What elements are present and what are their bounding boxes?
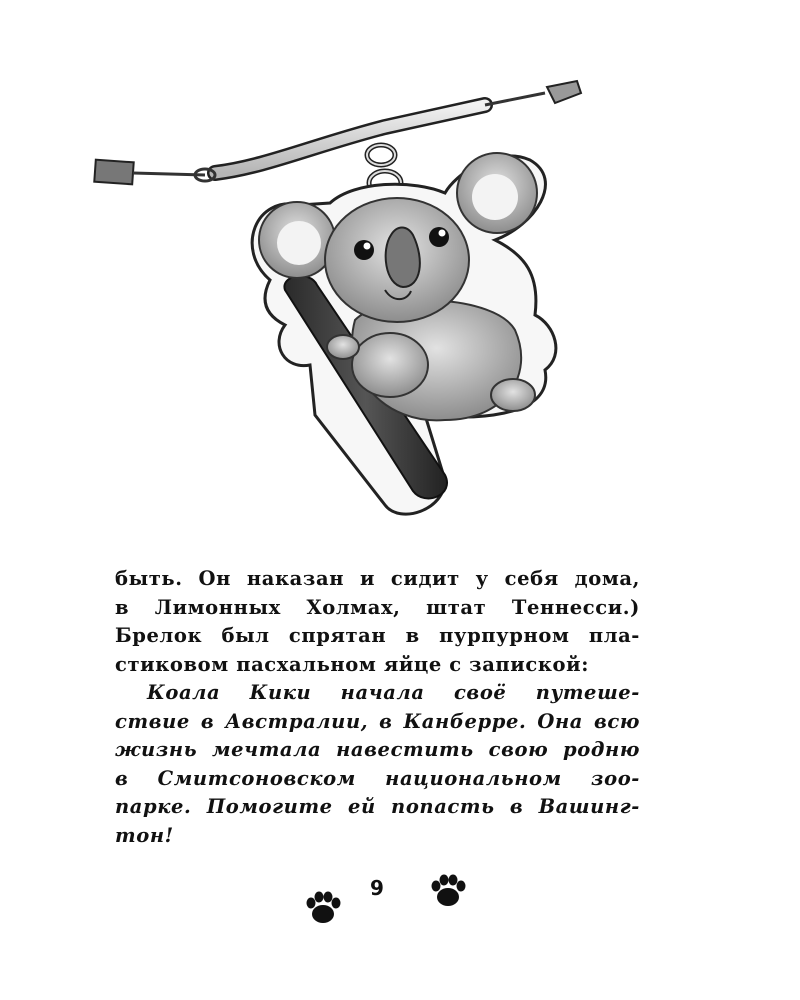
koala-figure <box>252 153 556 514</box>
note-line: Коала Кики начала своё путеше- <box>147 681 640 704</box>
note-line: жизнь мечтала навестить свою родню <box>115 738 640 761</box>
body-line: Брелок был спрятан в пурпурном пла- <box>115 624 640 647</box>
body-line: в Лимонных Холмах, штат Теннесси.) <box>115 595 640 619</box>
note-line: парке. Помогите ей попасть в Вашинг- <box>115 795 640 818</box>
paw-print-icon <box>428 871 468 911</box>
page-number: 9 <box>370 876 384 900</box>
body-line: стиковом пасхальном яйце с запиской: <box>115 652 589 676</box>
page-footer <box>0 868 800 928</box>
note-line: в Смитсоновском национальном зоо- <box>115 766 640 790</box>
note-line: ствие в Австралии, в Канберре. Она всю <box>115 709 640 733</box>
paw-print-icon <box>303 888 343 928</box>
note-line: тон! <box>115 823 174 847</box>
koala-keychain-illustration <box>85 75 595 525</box>
page-body-text <box>115 565 640 850</box>
body-line: быть. Он наказан и сидит у себя дома, <box>115 567 640 590</box>
